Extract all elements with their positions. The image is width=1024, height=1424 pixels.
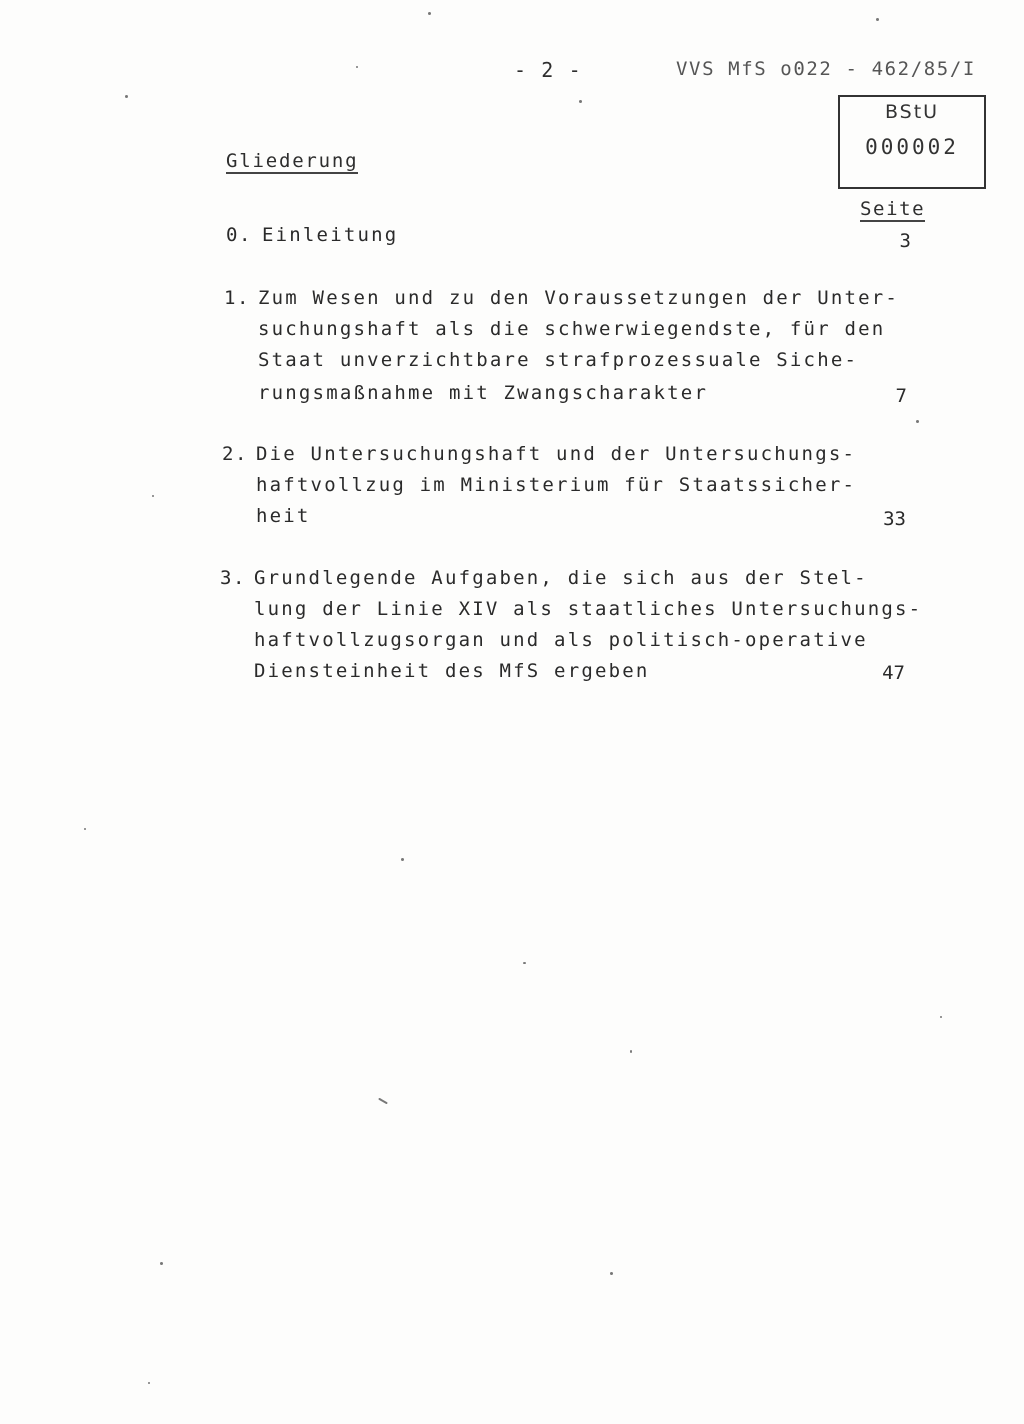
scan-speck [610, 1272, 613, 1275]
stamp-label: BStU [884, 101, 940, 123]
entry-page: 47 [882, 662, 905, 684]
entry-page: 3 [899, 230, 911, 252]
entry-line: suchungshaft als die schwerwiegendste, für den [258, 318, 886, 340]
archive-stamp [838, 95, 986, 189]
entry-number: 1. [224, 287, 251, 309]
entry-line: Staat unverzichtbare strafprozessuale Siche- [258, 349, 859, 371]
entry-line: heit [256, 505, 311, 527]
entry-number: 3. [220, 567, 247, 589]
scan-speck [916, 420, 919, 423]
scan-speck [401, 858, 404, 861]
entry-line: Einleitung [262, 224, 399, 246]
entry-number: 0. [226, 224, 253, 246]
scan-speck [630, 1050, 632, 1053]
entry-line: haftvollzug im Ministerium für Staatssicher- [256, 474, 857, 496]
document-reference: VVS MfS o022 - 462/85/I [676, 58, 976, 80]
scan-speck [160, 1262, 163, 1265]
scan-speck [148, 1382, 150, 1384]
entry-line: haftvollzugsorgan und als politisch-operative [254, 629, 868, 651]
entry-line: Grundlegende Aufgaben, die sich aus der Stel- [254, 567, 868, 589]
page-column-header: Seite [860, 198, 926, 220]
scan-speck [378, 1098, 388, 1105]
scan-speck [84, 828, 86, 830]
entry-number: 2. [222, 443, 249, 465]
scan-speck [876, 18, 879, 21]
entry-line: Diensteinheit des MfS ergeben [254, 660, 650, 682]
stamp-number: 000002 [865, 135, 959, 159]
scan-speck [579, 100, 582, 103]
entry-line: Zum Wesen und zu den Voraussetzungen der Unter- [258, 287, 900, 309]
scan-speck [125, 95, 128, 98]
page-number: - 2 - [514, 58, 583, 82]
entry-page: 33 [883, 508, 906, 530]
toc-title: Gliederung [226, 150, 359, 172]
scan-speck [940, 1016, 942, 1018]
scan-speck [152, 495, 154, 497]
entry-line: lung der Linie XIV als staatliches Untersuchungs- [254, 598, 923, 620]
entry-line: rungsmaßnahme mit Zwangscharakter [258, 382, 709, 404]
scan-speck [428, 12, 431, 15]
scan-speck [523, 962, 526, 964]
scan-speck [356, 66, 358, 68]
entry-page: 7 [895, 385, 907, 407]
entry-line: Die Untersuchungshaft und der Untersuchungs- [256, 443, 857, 465]
